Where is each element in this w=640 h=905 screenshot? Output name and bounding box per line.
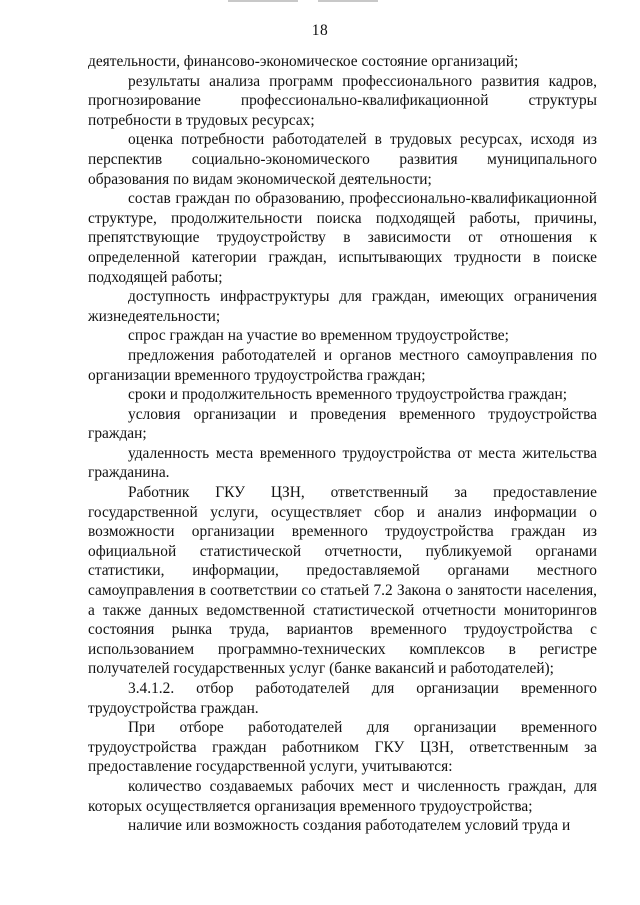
paragraph: При отборе работодателей для организации временного трудоустройства граждан работником ГКУ ЦЗН, ответственным за предоставление государственной услуги, учитываются: (88, 719, 597, 776)
paragraph: доступность инфраструктуры для граждан, имеющих ограничения жизнедеятельности; (88, 288, 597, 325)
section-item-3-4-1-2: 3.4.1.2. отбор работодателей для организации временного трудоустройства граждан. (88, 680, 597, 717)
paragraph: наличие или возможность создания работодателем условий труда и (128, 817, 571, 835)
scan-edge-mark (228, 0, 298, 2)
paragraph: предложения работодателей и органов местного самоуправления по организации временного трудоустройства граждан; (88, 346, 597, 384)
paragraph: спрос граждан на участие во временном трудоустройстве; (128, 327, 509, 345)
paragraph: сроки и продолжительность временного трудоустройства граждан; (128, 386, 568, 404)
paragraph: результаты анализа программ профессионального развития кадров, прогнозирование профессионально-квалификационной структуры потребности в трудовых ресурсах; (88, 72, 597, 129)
paragraph: удаленность места временного трудоустройства от места жительства гражданина. (88, 444, 597, 482)
page-number: 18 (311, 22, 329, 39)
paragraph: состав граждан по образованию, профессионально-квалификационной структуре, продолжительности поиска подходящей работы, причины, препятствующие трудоустройству в зависимости от отношения к определенной категории граждан, испытывающих трудности в поиске подходящей работы; (88, 190, 597, 286)
paragraph: количество создаваемых рабочих мест и численность граждан, для которых осуществляется организация временного трудоустройства; (88, 777, 597, 815)
paragraph: оценка потребности работодателей в трудовых ресурсах, исходя из перспектив социально-экономического развития муниципального образования по видам экономической деятельности; (88, 131, 597, 188)
paragraph: условия организации и проведения временного трудоустройства граждан; (88, 405, 597, 443)
scan-edge-mark (318, 0, 378, 2)
paragraph: Работник ГКУ ЦЗН, ответственный за предоставление государственной услуги, осуществляет сбор и анализ информации о возможности организации временного трудоустройства граждан из официальной статистической отчетности, публикуемой органами статистики, информации, предоставляемой органами местного самоуправления в соответствии со статьей 7.2 Закона о занятости населения, а также данных ведомственной статистической отчетности мониторингов состояния рынка труда, вариантов временного трудоустройства с использованием программно-технических комплексов в регистре получателей государственных услуг (банке вакансий и работодателей); (88, 484, 597, 678)
paragraph: деятельности, финансово-экономическое состояние организаций; (88, 53, 519, 70)
document-body (88, 52, 597, 836)
